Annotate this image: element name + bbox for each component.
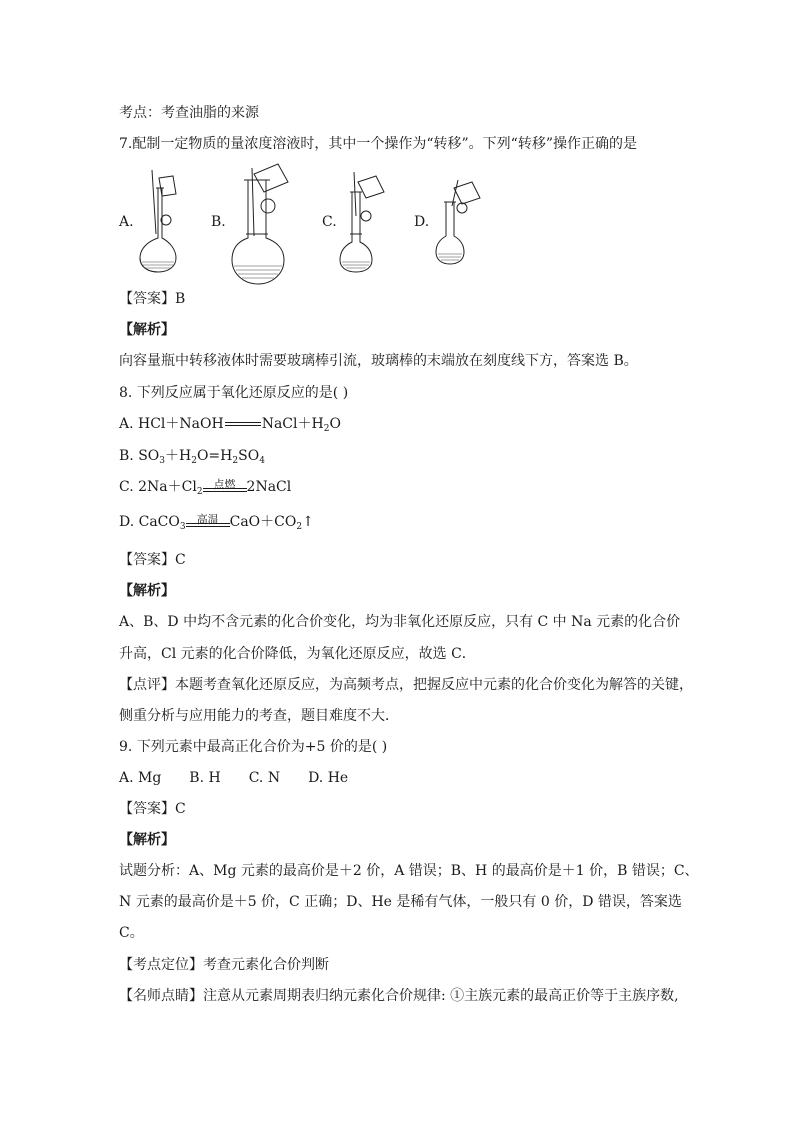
q8-option-a-tail: O <box>329 416 341 432</box>
q9-kaodian: 【考点定位】考查元素化合价判断 <box>119 957 329 973</box>
q7-option-b-label: B. <box>211 214 226 230</box>
q7-option-a-label: A. <box>119 214 134 230</box>
sub: 2 <box>232 456 239 466</box>
sub: 3 <box>159 456 165 466</box>
q8-option-a-post: NaCl＋H <box>261 416 324 432</box>
q9-jiexi-heading: 【解析】 <box>119 832 175 848</box>
condition-ignite <box>203 478 247 496</box>
q7-analysis: 向容量瓶中转移液体时需要玻璃棒引流，玻璃棒的末端放在刻度线下方，答案选 B。 <box>119 353 638 369</box>
q7-stem: 7.配制一定物质的量浓度溶液时，其中一个操作为“转移”。下列“转移”操作正确的是 <box>119 136 637 152</box>
q8-comment-line2: 侧重分析与应用能力的考查，题目难度不大． <box>119 708 399 724</box>
text: C. 2Na＋Cl <box>119 479 197 495</box>
sub: 3 <box>179 522 186 532</box>
text: 2NaCl <box>246 479 292 495</box>
text: D. CaCO <box>119 514 180 530</box>
q7-answer: 【答案】B <box>119 291 186 307</box>
q8-analysis-line2: 升高，Cl 元素的化合价降低，为氧化还原反应，故选 C． <box>119 646 476 662</box>
text: O=H <box>196 448 233 464</box>
q8-option-a-pre: A. HCl＋NaOH <box>119 416 224 432</box>
condition-text: 高温 <box>196 513 219 526</box>
q9-analysis-line2: N 元素的最高价是＋5 价，C 正确；D、He 是稀有气体，一般只有 0 价，D 错误，答案选 <box>119 894 682 910</box>
q8-option-a <box>119 415 341 433</box>
q7-jiexi-heading: 【解析】 <box>119 322 175 338</box>
q8-jiexi-heading: 【解析】 <box>119 583 175 599</box>
flask-figure-c <box>338 170 390 274</box>
q6-kaodian: 考点：考查油脂的来源 <box>119 105 259 121</box>
text: ＋H <box>165 448 192 464</box>
q9-stem: 9. 下列元素中最高正化合价为+5 价的是( ) <box>119 739 388 755</box>
q7-option-d-label: D. <box>414 214 430 230</box>
equals-double-bar <box>225 422 261 426</box>
q8-analysis-line1: A、B、D 中均不含元素的化合价变化，均为非氧化还原反应，只有 C 中 Na 元素的化合价 <box>119 614 681 630</box>
sub: 2 <box>191 456 197 466</box>
text: SO <box>238 448 260 464</box>
q8-answer: 【答案】C <box>119 552 186 568</box>
q9-analysis-line3: C。 <box>119 925 144 941</box>
q8-option-b <box>119 447 265 465</box>
q9-answer: 【答案】C <box>119 801 186 817</box>
sub: 4 <box>259 456 265 466</box>
flask-figure-b <box>226 160 298 286</box>
text: CaO＋CO <box>229 514 297 530</box>
q9-mingshi: 【名师点睛】注意从元素周期表归纳元素化合价规律: ①主族元素的最高正价等于主族序数, <box>119 988 679 1004</box>
sub: 2 <box>196 487 203 497</box>
q8-stem: 8. 下列反应属于氧化还原反应的是( ) <box>119 385 349 401</box>
q8-option-c <box>119 478 291 496</box>
sub: 2 <box>296 522 303 532</box>
q8-comment-line1: 【点评】本题考查氧化还原反应，为高频考点，把握反应中元素的化合价变化为解答的关键， <box>119 677 693 693</box>
text: B. SO <box>119 448 160 464</box>
flask-figure-a <box>136 166 184 274</box>
q7-option-c-label: C. <box>322 214 337 230</box>
sub: 2 <box>323 424 330 434</box>
flask-figure-d <box>434 178 486 266</box>
condition-text: 点燃 <box>213 478 236 491</box>
text: ↑ <box>302 514 314 530</box>
q9-analysis-line1: 试题分析：A、Mg 元素的最高价是＋2 价，A 错误；B、H 的最高价是＋1 价，B 错误；C、 <box>119 863 699 879</box>
q8-option-d <box>119 513 314 531</box>
condition-high-temp <box>186 513 230 531</box>
q9-options: A. Mg B. H C. N D. He <box>119 770 349 786</box>
